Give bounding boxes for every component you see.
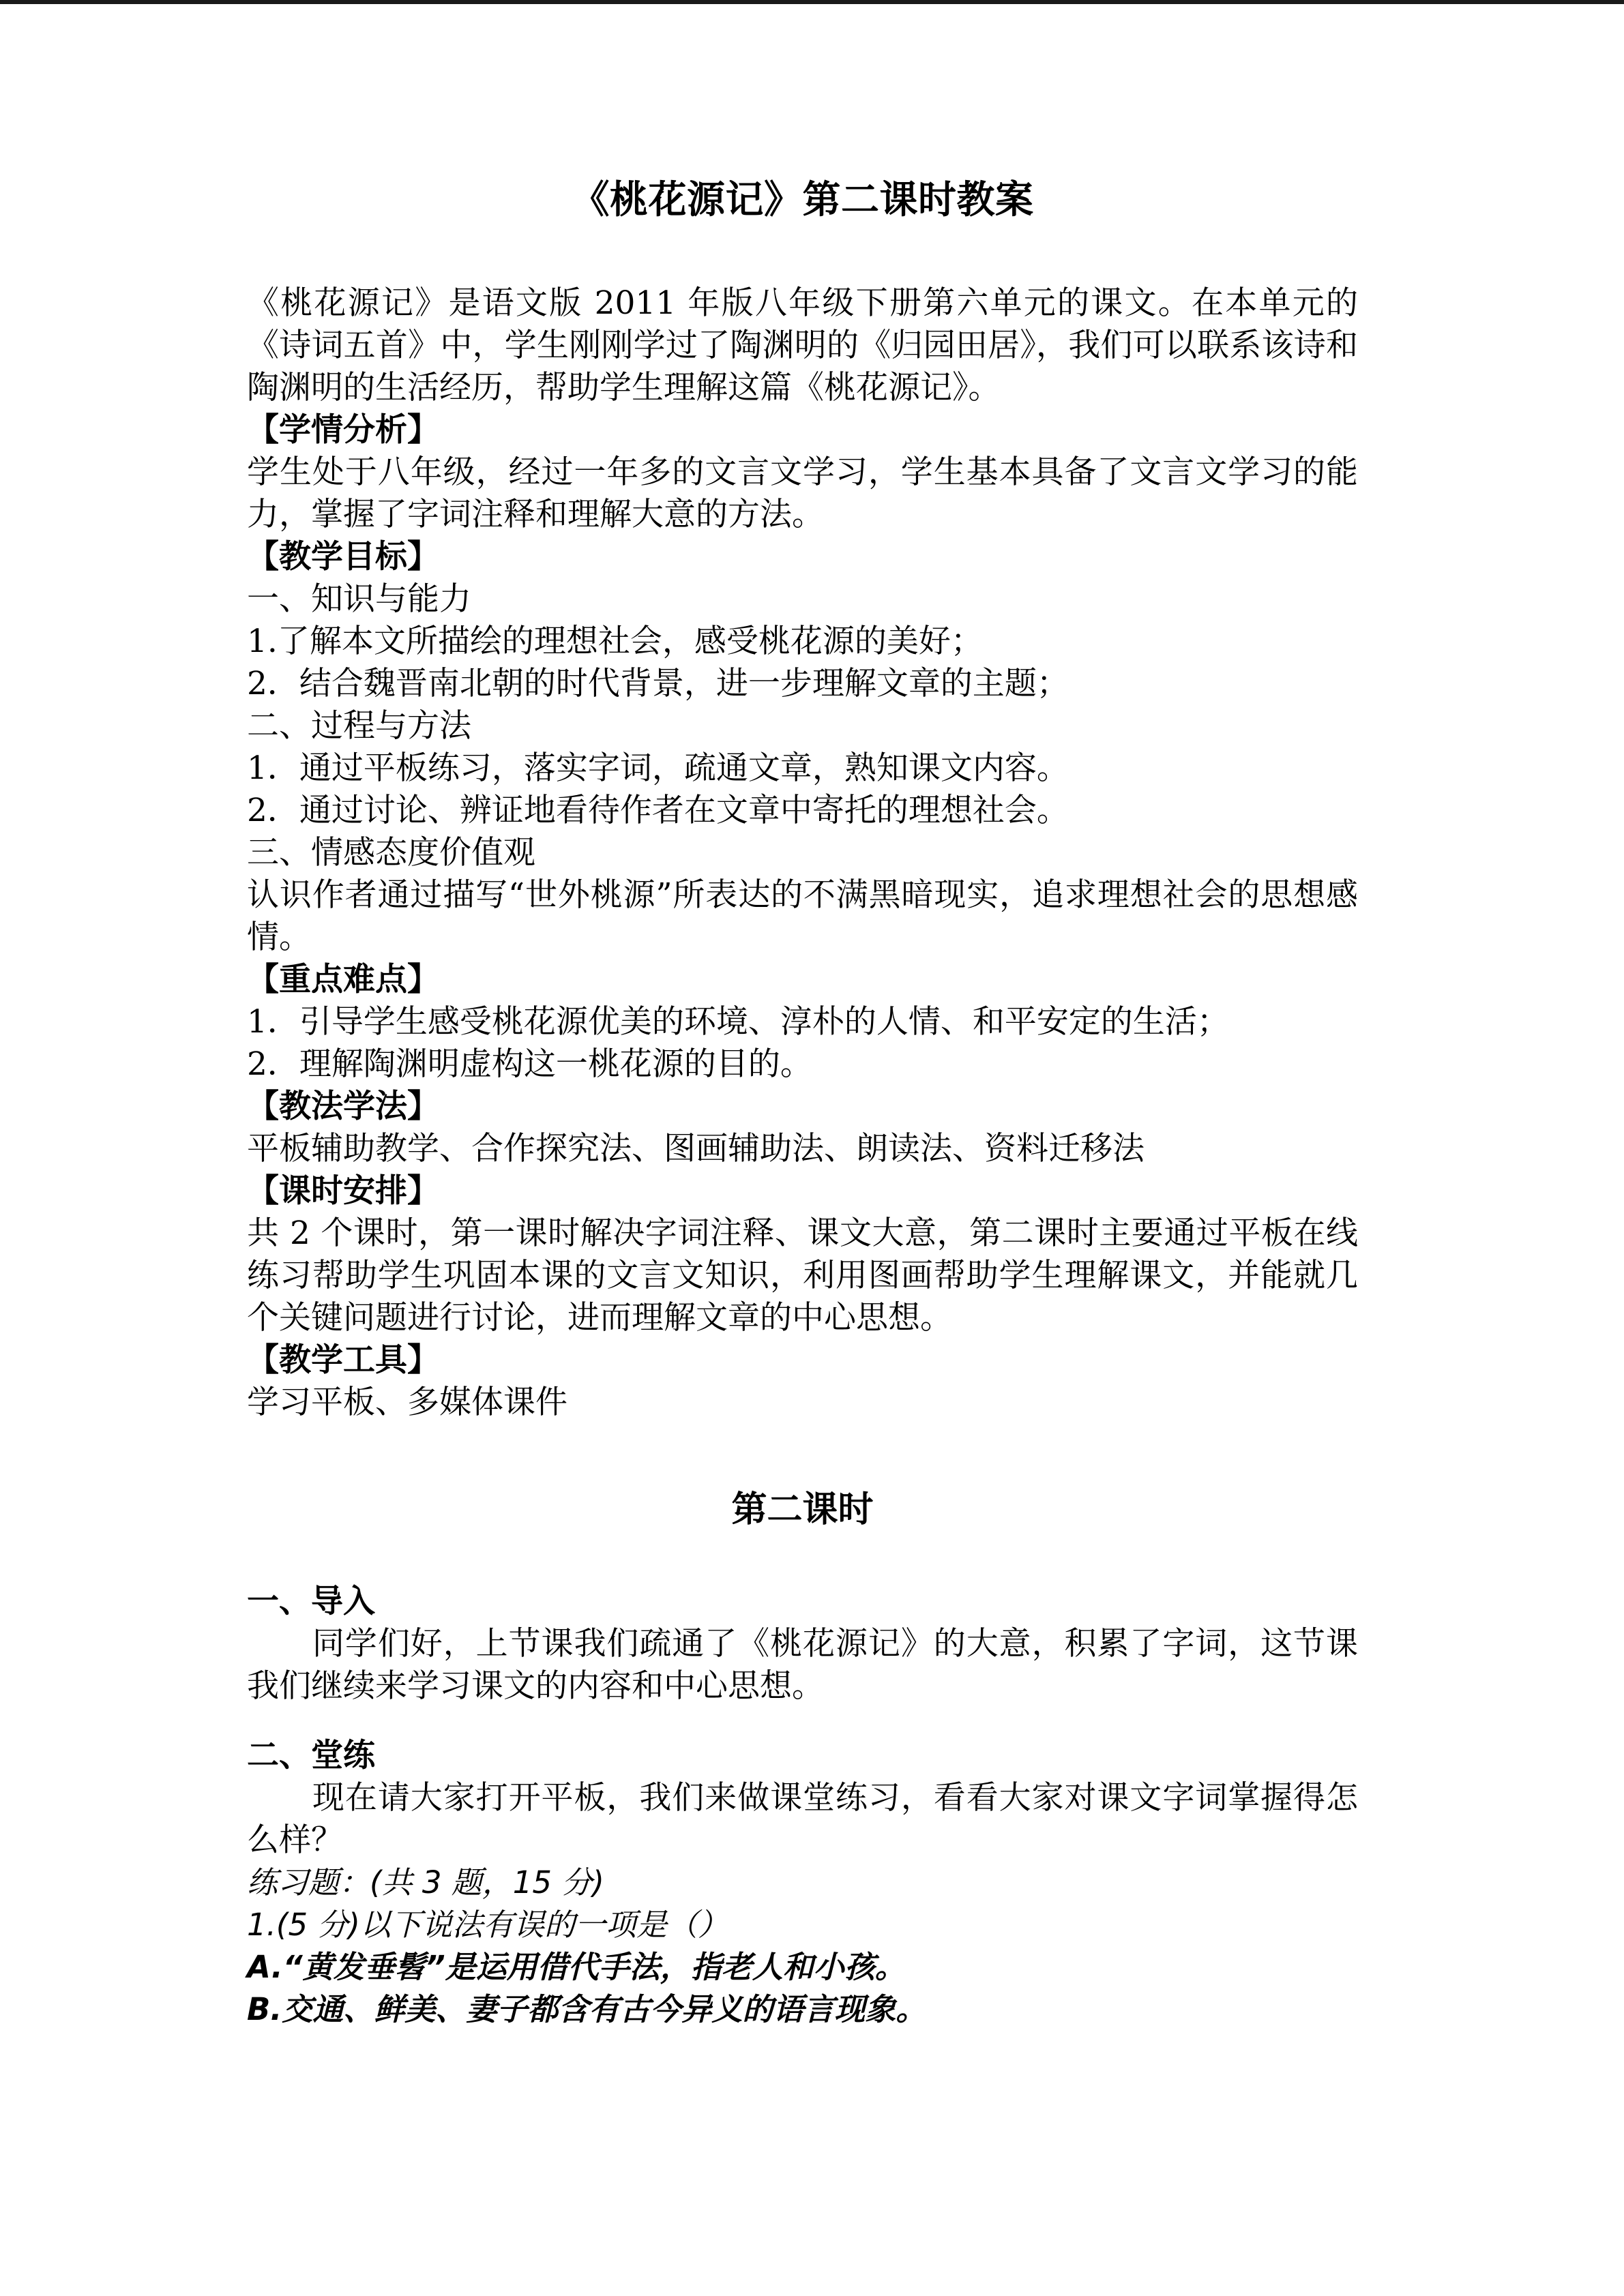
label-objectives-knowledge: 一、知识与能力 [247, 580, 471, 618]
heading-schedule: 【课时安排】 [247, 1172, 439, 1210]
body-teaching-tools: 学习平板、多媒体课件 [247, 1384, 567, 1421]
exercise-option-b: B.交通、鲜美、妻子都含有古今异义的语言现象。 [247, 1991, 927, 2027]
body-lesson-practice: 现在请大家打开平板，我们来做课堂练习，看看大家对课文字词掌握得怎么样？ [247, 1778, 1358, 1859]
heading-teaching-methods: 【教法学法】 [247, 1088, 439, 1125]
exercise-option-a: A.“黄发垂髫”是运用借代手法，指老人和小孩。 [247, 1948, 906, 1985]
body-schedule: 共 2 个课时，第一课时解决字词注释、课文大意，第二课时主要通过平板在线练习帮助学生巩固本课的文言文知识，利用图画帮助学生理解课文，并能就几个关键问题进行讨论，进而理解文章的中心思想。 [247, 1214, 1358, 1337]
heading-teaching-tools: 【教学工具】 [247, 1341, 439, 1379]
objective-item: 2．结合魏晋南北朝的时代背景，进一步理解文章的主题； [247, 665, 1069, 702]
heading-lesson-intro: 一、导入 [247, 1582, 375, 1620]
heading-lesson-practice: 二、堂练 [247, 1736, 375, 1774]
body-teaching-methods: 平板辅助教学、合作探究法、图画辅助法、朗读法、资料迁移法 [247, 1130, 1145, 1167]
overview-paragraph: 《桃花源记》是语文版 2011 年版八年级下册第六单元的课文。在本单元的《诗词五首》中，学生刚刚学过了陶渊明的《归园田居》，我们可以联系该诗和陶渊明的生活经历，帮助学生理解这篇《桃花源记》。 [247, 284, 1358, 406]
key-difficulty-item: 2．理解陶渊明虚构这一桃花源的目的。 [247, 1045, 812, 1083]
label-objectives-process: 二、过程与方法 [247, 707, 471, 745]
heading-key-difficulties: 【重点难点】 [247, 961, 439, 998]
body-student-analysis: 学生处于八年级，经过一年多的文言文学习，学生基本具备了文言文学习的能力，掌握了字词注释和理解大意的方法。 [247, 453, 1358, 533]
label-objectives-emotion: 三、情感态度价值观 [247, 834, 535, 871]
body-objectives-emotion: 认识作者通过描写“世外桃源”所表达的不满黑暗现实，追求理想社会的思想感情。 [247, 876, 1358, 956]
spacer [247, 1708, 1358, 1735]
exercise-question-1: 1.(5 分)以下说法有误的一项是（） [247, 1906, 728, 1943]
objective-item: 2．通过讨论、辨证地看待作者在文章中寄托的理想社会。 [247, 792, 1069, 829]
exercise-header: 练习题：(共 3 题，15 分) [247, 1864, 604, 1900]
objective-item: 1．通过平板练习，落实字词，疏通文章，熟知课文内容。 [247, 749, 1069, 787]
page-title: 《桃花源记》第二课时教案 [571, 177, 1034, 222]
lesson-two-title: 第二课时 [731, 1489, 874, 1530]
objective-item: 1.了解本文所描绘的理想社会，感受桃花源的美好； [247, 623, 983, 660]
key-difficulty-item: 1．引导学生感受桃花源优美的环境、淳朴的人情、和平安定的生活； [247, 1003, 1229, 1041]
heading-teaching-objectives: 【教学目标】 [247, 538, 439, 576]
heading-student-analysis: 【学情分析】 [247, 411, 439, 449]
body-lesson-intro: 同学们好，上节课我们疏通了《桃花源记》的大意，积累了字词，这节课我们继续来学习课文的内容和中心思想。 [247, 1624, 1358, 1705]
